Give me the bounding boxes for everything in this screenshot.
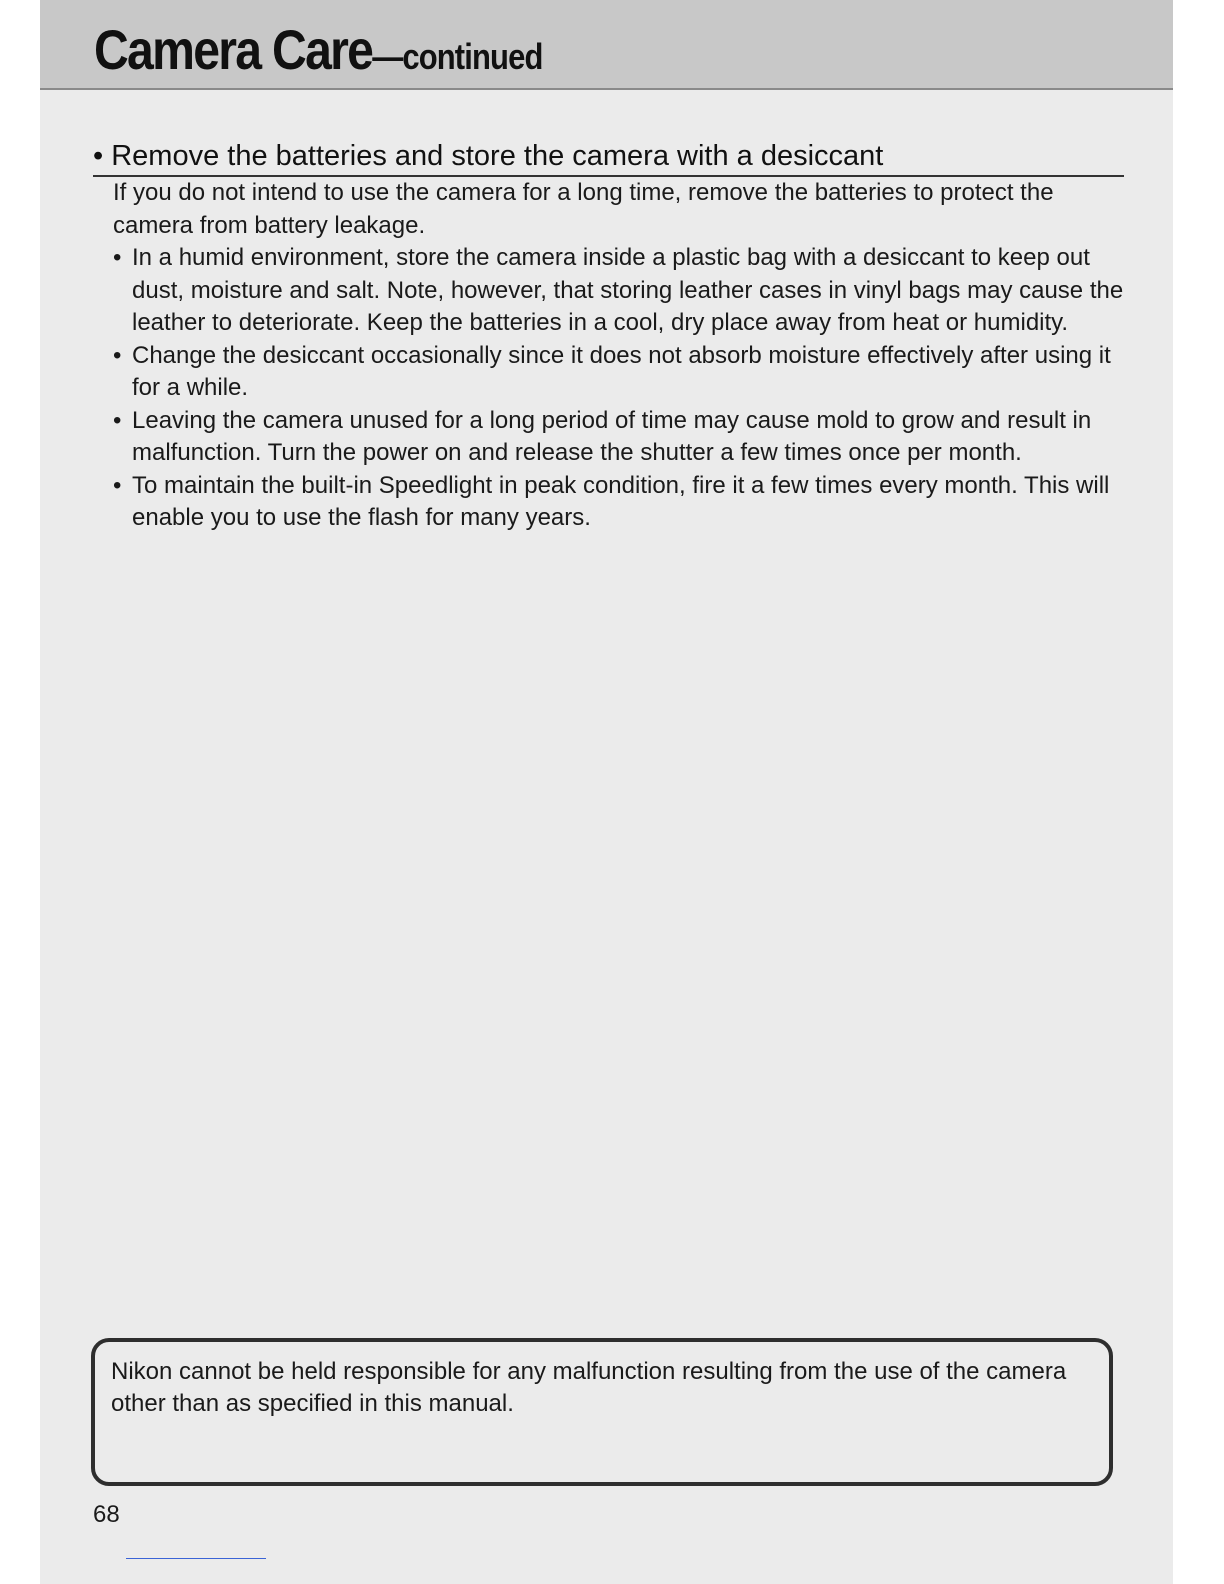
section-intro: If you do not intend to use the camera for a long time, remove the batteries to protect the camera from battery leakage. [113, 179, 1054, 239]
page-title-suffix: —continued [372, 36, 543, 77]
bottom-link-line [126, 1558, 266, 1559]
list-item-text: In a humid environment, store the camera inside a plastic bag with a desiccant to keep out dust, moisture and salt. Note, however, that storing leather cases in vinyl bags may cause the leather to deteriorate. Keep the batteries in a cool, dry place away from heat or humidity. [132, 244, 1124, 336]
section-heading-bullet: • [93, 140, 104, 172]
list-item [113, 405, 1124, 470]
list-item [113, 470, 1124, 535]
list-item [113, 340, 1124, 405]
list-item-text: To maintain the built-in Speedlight in peak condition, fire it a few times every month. This will enable you to use the flash for many years. [132, 471, 1110, 531]
bullet-dot: • [113, 406, 122, 434]
section-body [93, 177, 1124, 535]
bullet-dot: • [113, 244, 122, 271]
bullet-dot: • [113, 341, 122, 369]
manual-page [40, 0, 1173, 1584]
bullet-list [113, 242, 1124, 535]
list-item-text: Leaving the camera unused for a long period of time may cause mold to grow and result in malfunction. Turn the power on and release the shutter a few times once per month. [132, 406, 1092, 466]
desiccant-section [93, 138, 1124, 535]
page-title-main: Camera Care [94, 18, 373, 81]
page-margin [1173, 0, 1224, 1584]
list-item [113, 242, 1124, 340]
notice-box [91, 1338, 1113, 1486]
section-heading-text: Remove the batteries and store the camera with a desiccant [111, 140, 884, 172]
bullet-dot: • [113, 471, 122, 499]
page-title [94, 18, 543, 89]
notice-text: Nikon cannot be held responsible for any malfunction resulting from the use of the camera other than as specified in this manual. [111, 1358, 1067, 1417]
header-band [40, 0, 1173, 90]
section-heading [93, 138, 1124, 177]
page-number: 68 [93, 1501, 120, 1528]
list-item-text: Change the desiccant occasionally since it does not absorb moisture effectively after using it for a while. [132, 341, 1111, 401]
